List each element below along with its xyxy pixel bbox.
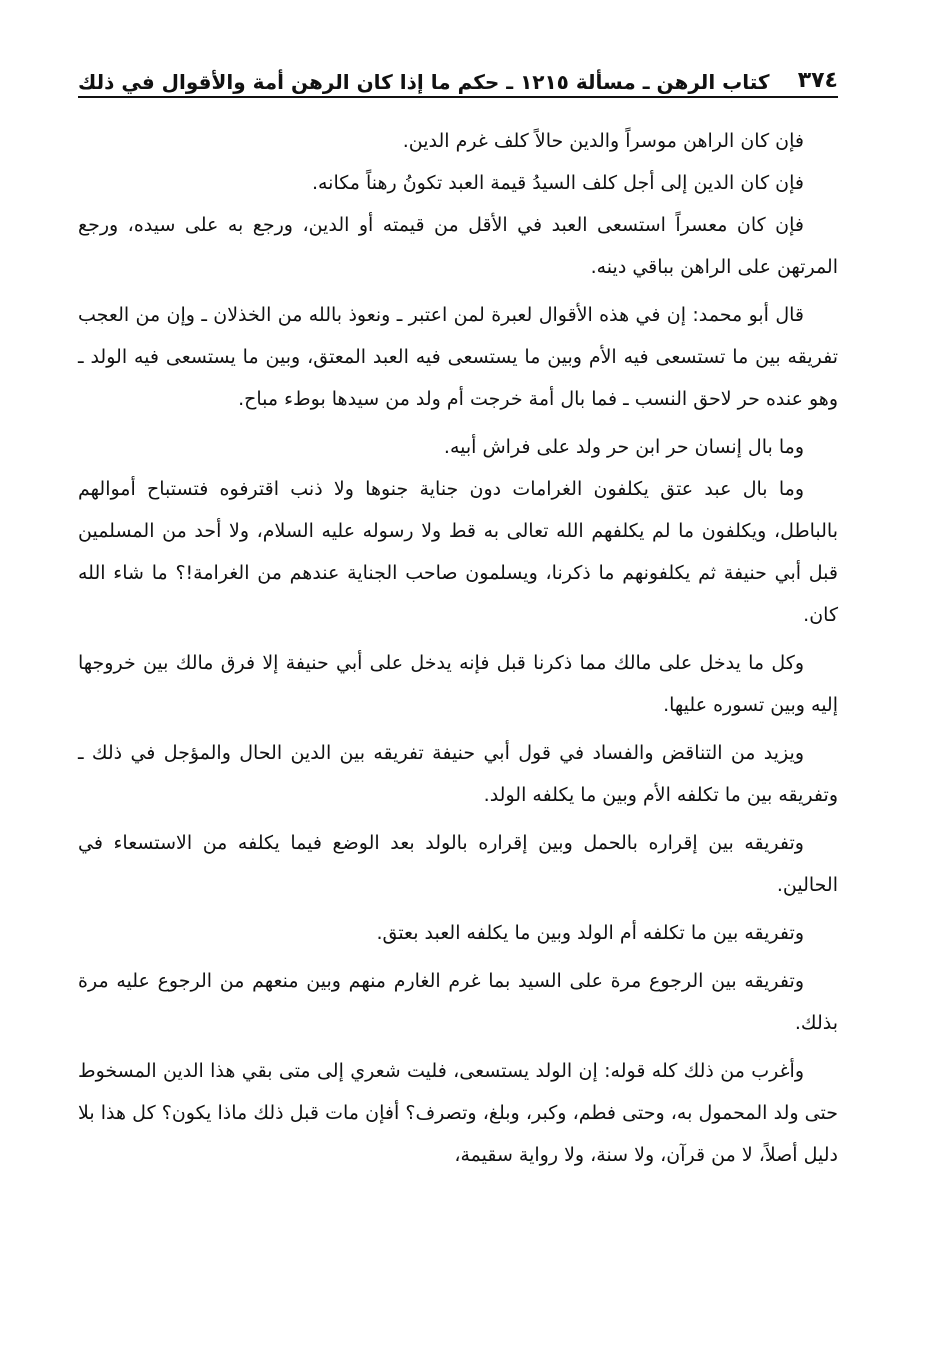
page-number: ٣٧٤ <box>797 68 838 93</box>
paragraph: فإن كان معسراً استسعى العبد في الأقل من قيمته أو الدين، ورجع به على سيده، ورجع المرتهن على الراهن بباقي دينه. <box>78 214 838 278</box>
paragraph: ويزيد من التناقض والفساد في قول أبي حنيفة تفريقه بين الدين الحال والمؤجل في ذلك ـ وتفريقه بين ما تكلفه الأم وبين ما يكلفه الولد. <box>78 742 838 806</box>
header-rule <box>78 96 838 98</box>
paragraph: وأغرب من ذلك كله قوله: إن الولد يستسعى، فليت شعري إلى متى بقي هذا الدين المسخوط حتى ولد المحمول به، وحتى فطم، وكبر، وبلغ، وتصرف؟ أفإن مات قبل ذلك ماذا يكون؟ كل هذا بلا دليل أصلاً، لا من قرآن، ولا سنة، ولا رواية سقيمة، <box>78 1060 838 1166</box>
paragraph: فإن كان الراهن موسراً والدين حالاً كلف غرم الدين. <box>402 130 804 152</box>
paragraph: وما بال عبد عتق يكلفون الغرامات دون جناية جنوها ولا ذنب اقترفوه فتستباح أموالهم بالباطل، ويكلفون ما لم يكلفهم الله تعالى به قط ولا رسوله عليه السلام، ولا أحد من المسلمين قبل أبي حنيفة ثم يكلفونهم ما ذكرنا، ويسلمون صاحب الجناية عندهم من الغرامة!؟ ما شاء الله كان. <box>78 478 838 626</box>
running-title: كتاب الرهن ـ مسألة ١٢١٥ ـ حكم ما إذا كان الرهن أمة والأقوال في ذلك <box>78 70 770 94</box>
paragraph: وتفريقه بين إقراره بالحمل وبين إقراره بالولد بعد الوضع فيما يكلفه من الاستسعاء في الحالين. <box>78 832 838 896</box>
paragraph: وتفريقه بين الرجوع مرة على السيد بما غرم الغارم منهم وبين منعهم من الرجوع عليه مرة بذلك. <box>78 970 838 1034</box>
body-text <box>78 120 838 1176</box>
paragraph: فإن كان الدين إلى أجل كلف السيدُ قيمة العبد تكونُ رهناً مكانه. <box>311 172 804 194</box>
paragraph: وكل ما يدخل على مالك مما ذكرنا قبل فإنه يدخل على أبي حنيفة إلا فرق مالك بين خروجها إليه وبين تسوره عليها. <box>78 652 838 716</box>
page-header <box>78 52 838 92</box>
paragraph: قال أبو محمد: إن في هذه الأقوال لعبرة لمن اعتبر ـ ونعوذ بالله من الخذلان ـ وإن من العجب تفريقه بين ما تستسعى فيه الأم وبين ما يستسعى فيه العبد المعتق، وبين ما يستسعى فيه الولد ـ وهو عنده حر لاحق النسب ـ فما بال أمة خرجت أم ولد من سيدها بوطء مباح. <box>78 304 838 410</box>
paragraph: وتفريقه بين ما تكلفه أم الولد وبين ما يكلفه العبد بعتق. <box>376 922 804 944</box>
paragraph: وما بال إنسان حر ابن حر ولد على فراش أبيه. <box>443 436 804 458</box>
